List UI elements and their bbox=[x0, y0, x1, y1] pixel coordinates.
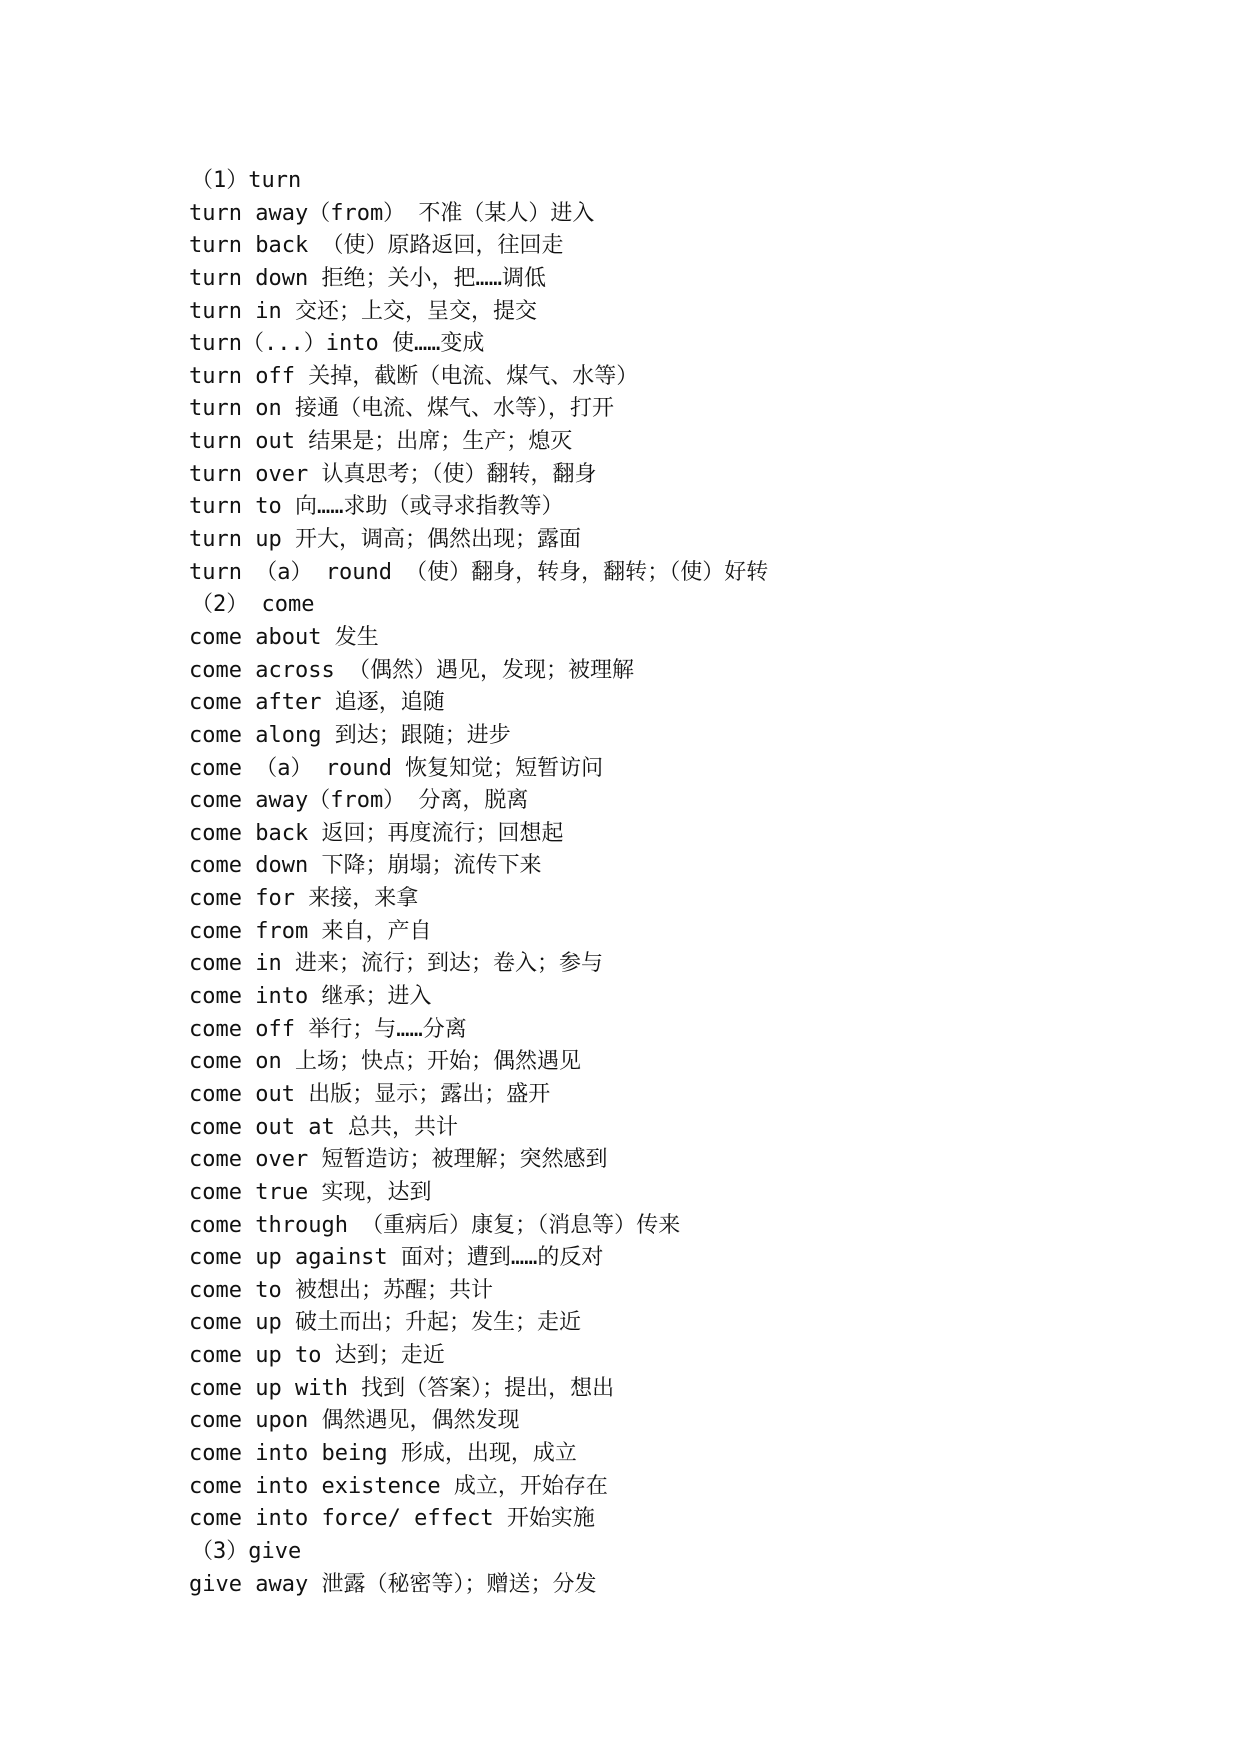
phrase-entry: come after 追逐，追随 bbox=[189, 690, 445, 716]
phrase-entry: come （a） round 恢复知觉；短暂访问 bbox=[189, 755, 604, 781]
phrase-entry: turn over 认真思考；（使）翻转，翻身 bbox=[189, 461, 597, 487]
phrase-entry: come along 到达；跟随；进步 bbox=[189, 722, 511, 748]
phrase-entry: come down 下降；崩塌；流传下来 bbox=[189, 853, 542, 879]
section-come bbox=[189, 589, 1189, 1536]
document-page bbox=[189, 165, 1189, 1601]
phrase-entry: turn down 拒绝；关小，把……调低 bbox=[189, 265, 546, 291]
phrase-entry: come through （重病后）康复；（消息等）传来 bbox=[189, 1212, 681, 1238]
phrase-entry: come into being 形成，出现，成立 bbox=[189, 1440, 577, 1466]
phrase-entry: come over 短暂造访；被理解；突然感到 bbox=[189, 1147, 608, 1173]
phrase-entry: come into existence 成立，开始存在 bbox=[189, 1473, 608, 1499]
phrase-entry: come off 举行；与……分离 bbox=[189, 1016, 467, 1042]
phrase-entry: come to 被想出；苏醒；共计 bbox=[189, 1277, 493, 1303]
phrase-entry: turn in 交还；上交，呈交，提交 bbox=[189, 298, 537, 324]
phrase-entry: come true 实现，达到 bbox=[189, 1179, 432, 1205]
phrase-entry: turn（...）into 使……变成 bbox=[189, 331, 485, 357]
phrase-entry: turn on 接通（电流、煤气、水等），打开 bbox=[189, 396, 614, 422]
phrase-entry: come into 继承；进入 bbox=[189, 984, 432, 1010]
phrase-entry: come out at 总共，共计 bbox=[189, 1114, 458, 1140]
phrase-entry: give away 泄露（秘密等）；赠送；分发 bbox=[189, 1571, 597, 1597]
phrase-entry: turn （a） round （使）翻身，转身，翻转；（使）好转 bbox=[189, 559, 769, 585]
phrase-entry: come up against 面对；遭到……的反对 bbox=[189, 1245, 604, 1271]
phrase-entry: turn back （使）原路返回，往回走 bbox=[189, 233, 564, 259]
phrase-entry: come into force/ effect 开始实施 bbox=[189, 1506, 595, 1532]
section-heading: （1）turn bbox=[191, 168, 302, 193]
phrase-entry: come up 破土而出；升起；发生；走近 bbox=[189, 1310, 581, 1336]
phrase-entry: come in 进来；流行；到达；卷入；参与 bbox=[189, 951, 603, 977]
phrase-entry: come across （偶然）遇见，发现；被理解 bbox=[189, 657, 634, 683]
phrase-entry: turn up 开大，调高；偶然出现；露面 bbox=[189, 527, 581, 553]
phrase-entry: turn off 关掉，截断（电流、煤气、水等） bbox=[189, 363, 639, 389]
phrase-entry: come about 发生 bbox=[189, 624, 379, 650]
section-give bbox=[189, 1536, 1189, 1601]
section-heading: （3）give bbox=[191, 1538, 302, 1564]
section-turn bbox=[189, 165, 1189, 589]
phrase-entry: come upon 偶然遇见，偶然发现 bbox=[189, 1408, 520, 1434]
phrase-entry: come from 来自，产自 bbox=[189, 918, 432, 944]
phrase-entry: come on 上场；快点；开始；偶然遇见 bbox=[189, 1049, 581, 1075]
phrase-entry: turn to 向……求助（或寻求指教等） bbox=[189, 494, 564, 520]
phrase-entry: come for 来接，来拿 bbox=[189, 886, 419, 912]
phrase-entry: turn away（from） 不准（某人）进入 bbox=[189, 200, 595, 226]
phrase-entry: come up with 找到（答案）；提出，想出 bbox=[189, 1375, 615, 1401]
phrase-entry: come back 返回；再度流行；回想起 bbox=[189, 820, 564, 846]
section-heading: （2） come bbox=[191, 592, 315, 618]
phrase-entry: come out 出版；显示；露出；盛开 bbox=[189, 1081, 551, 1107]
phrase-entry: come up to 达到；走近 bbox=[189, 1343, 445, 1369]
phrase-entry: turn out 结果是；出席；生产；熄灭 bbox=[189, 429, 573, 455]
phrase-entry: come away（from） 分离，脱离 bbox=[189, 788, 529, 814]
